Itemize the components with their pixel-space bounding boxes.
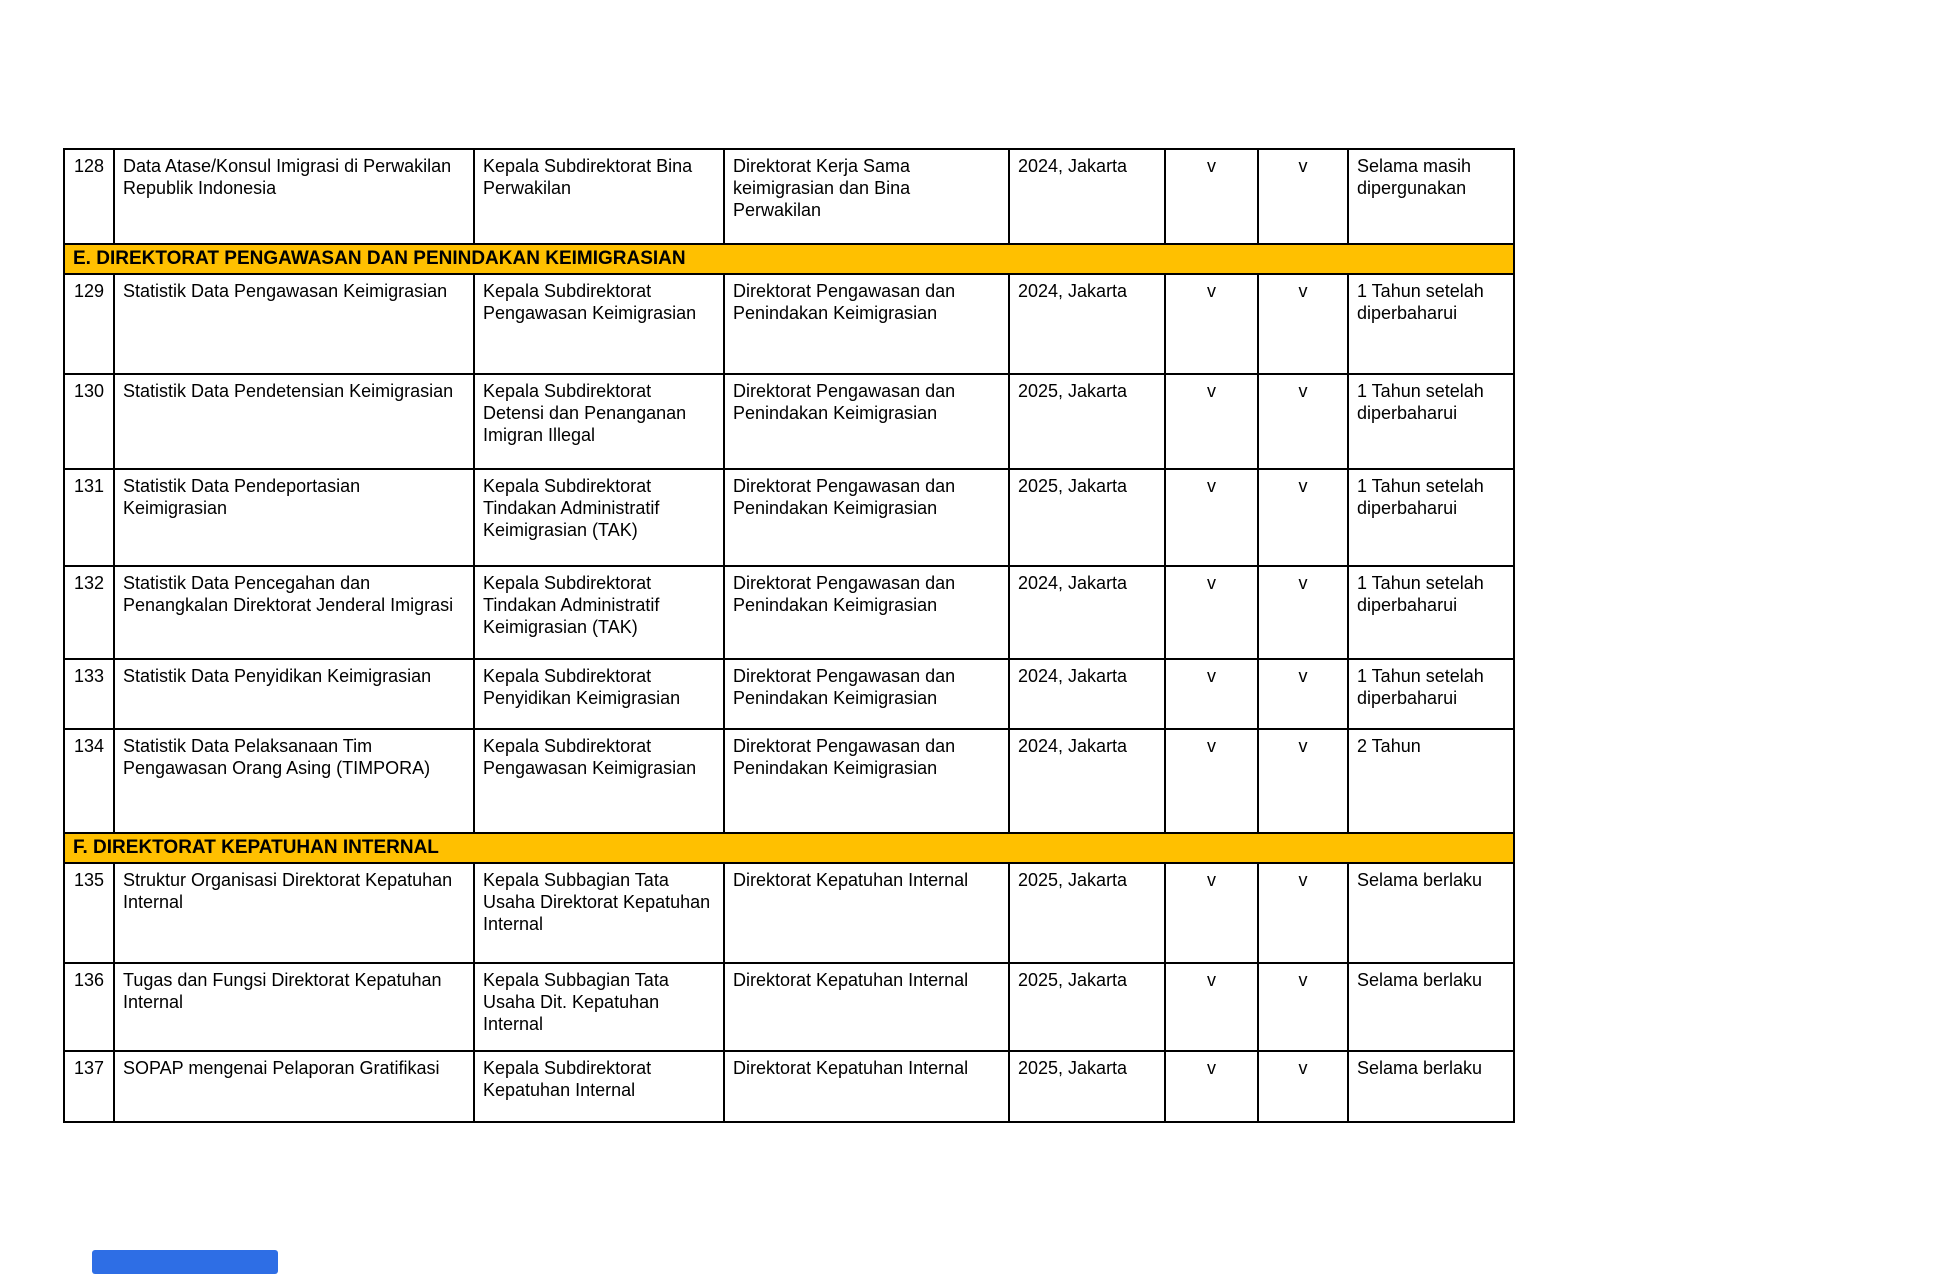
cell-official: Kepala Subbagian Tata Usaha Dit. Kepatuhan Internal <box>474 963 724 1051</box>
cell-title: SOPAP mengenai Pelaporan Gratifikasi <box>114 1051 474 1122</box>
cell-year_place: 2024, Jakarta <box>1009 729 1165 833</box>
table-row <box>64 863 1514 963</box>
cell-retention: 1 Tahun setelah diperbaharui <box>1348 566 1514 659</box>
cell-directorate: Direktorat Kepatuhan Internal <box>724 963 1009 1051</box>
cell-check1: v <box>1165 149 1258 244</box>
cell-retention: Selama masih dipergunakan <box>1348 149 1514 244</box>
cell-directorate: Direktorat Pengawasan dan Penindakan Keimigrasian <box>724 566 1009 659</box>
cell-no: 134 <box>64 729 114 833</box>
cell-check2: v <box>1258 659 1348 729</box>
cell-title: Statistik Data Pengawasan Keimigrasian <box>114 274 474 374</box>
cell-check1: v <box>1165 374 1258 469</box>
cell-year_place: 2025, Jakarta <box>1009 374 1165 469</box>
cell-check1: v <box>1165 469 1258 566</box>
section-header-label: E. DIREKTORAT PENGAWASAN DAN PENINDAKAN KEIMIGRASIAN <box>64 244 1514 274</box>
cell-retention: 1 Tahun setelah diperbaharui <box>1348 374 1514 469</box>
cell-official: Kepala Subdirektorat Penyidikan Keimigrasian <box>474 659 724 729</box>
cell-title: Statistik Data Pencegahan dan Penangkalan Direktorat Jenderal Imigrasi <box>114 566 474 659</box>
cell-title: Data Atase/Konsul Imigrasi di Perwakilan Republik Indonesia <box>114 149 474 244</box>
cell-year_place: 2024, Jakarta <box>1009 566 1165 659</box>
cell-year_place: 2024, Jakarta <box>1009 149 1165 244</box>
table-row <box>64 963 1514 1051</box>
cell-retention: Selama berlaku <box>1348 863 1514 963</box>
cell-check2: v <box>1258 374 1348 469</box>
cell-no: 132 <box>64 566 114 659</box>
cell-retention: 1 Tahun setelah diperbaharui <box>1348 469 1514 566</box>
cell-directorate: Direktorat Pengawasan dan Penindakan Keimigrasian <box>724 469 1009 566</box>
cell-directorate: Direktorat Kerja Sama keimigrasian dan Bina Perwakilan <box>724 149 1009 244</box>
cell-check2: v <box>1258 566 1348 659</box>
table-row <box>64 149 1514 244</box>
cell-no: 130 <box>64 374 114 469</box>
section-header-row <box>64 833 1514 863</box>
cell-no: 136 <box>64 963 114 1051</box>
cell-retention: 1 Tahun setelah diperbaharui <box>1348 659 1514 729</box>
section-header-row <box>64 244 1514 274</box>
cell-check2: v <box>1258 469 1348 566</box>
cell-no: 133 <box>64 659 114 729</box>
cell-official: Kepala Subdirektorat Detensi dan Penanganan Imigran Illegal <box>474 374 724 469</box>
cell-official: Kepala Subdirektorat Tindakan Administratif Keimigrasian (TAK) <box>474 566 724 659</box>
cell-directorate: Direktorat Kepatuhan Internal <box>724 863 1009 963</box>
cell-no: 135 <box>64 863 114 963</box>
cell-retention: Selama berlaku <box>1348 963 1514 1051</box>
cell-check1: v <box>1165 963 1258 1051</box>
table-row <box>64 469 1514 566</box>
cell-year_place: 2025, Jakarta <box>1009 469 1165 566</box>
cell-year_place: 2025, Jakarta <box>1009 1051 1165 1122</box>
cell-title: Statistik Data Pendetensian Keimigrasian <box>114 374 474 469</box>
cell-year_place: 2025, Jakarta <box>1009 963 1165 1051</box>
cell-check2: v <box>1258 274 1348 374</box>
table-row <box>64 729 1514 833</box>
cell-official: Kepala Subbagian Tata Usaha Direktorat Kepatuhan Internal <box>474 863 724 963</box>
cell-official: Kepala Subdirektorat Tindakan Administratif Keimigrasian (TAK) <box>474 469 724 566</box>
cell-check2: v <box>1258 963 1348 1051</box>
cell-title: Struktur Organisasi Direktorat Kepatuhan Internal <box>114 863 474 963</box>
cell-official: Kepala Subdirektorat Bina Perwakilan <box>474 149 724 244</box>
cell-check2: v <box>1258 149 1348 244</box>
cell-check2: v <box>1258 729 1348 833</box>
cell-check1: v <box>1165 566 1258 659</box>
cell-no: 128 <box>64 149 114 244</box>
cell-official: Kepala Subdirektorat Pengawasan Keimigrasian <box>474 274 724 374</box>
cell-check1: v <box>1165 659 1258 729</box>
blue-marker-bar <box>92 1250 278 1274</box>
cell-official: Kepala Subdirektorat Kepatuhan Internal <box>474 1051 724 1122</box>
table-row <box>64 1051 1514 1122</box>
cell-directorate: Direktorat Pengawasan dan Penindakan Keimigrasian <box>724 659 1009 729</box>
cell-title: Statistik Data Penyidikan Keimigrasian <box>114 659 474 729</box>
cell-directorate: Direktorat Pengawasan dan Penindakan Keimigrasian <box>724 274 1009 374</box>
cell-check1: v <box>1165 1051 1258 1122</box>
cell-check2: v <box>1258 863 1348 963</box>
cell-title: Tugas dan Fungsi Direktorat Kepatuhan Internal <box>114 963 474 1051</box>
table-row <box>64 374 1514 469</box>
cell-check1: v <box>1165 729 1258 833</box>
cell-no: 131 <box>64 469 114 566</box>
table-row <box>64 659 1514 729</box>
cell-retention: 2 Tahun <box>1348 729 1514 833</box>
cell-year_place: 2024, Jakarta <box>1009 659 1165 729</box>
table-row <box>64 566 1514 659</box>
cell-check1: v <box>1165 863 1258 963</box>
records-table <box>63 148 1515 1123</box>
cell-check2: v <box>1258 1051 1348 1122</box>
cell-title: Statistik Data Pendeportasian Keimigrasian <box>114 469 474 566</box>
cell-title: Statistik Data Pelaksanaan Tim Pengawasan Orang Asing (TIMPORA) <box>114 729 474 833</box>
cell-no: 129 <box>64 274 114 374</box>
section-header-label: F. DIREKTORAT KEPATUHAN INTERNAL <box>64 833 1514 863</box>
cell-directorate: Direktorat Pengawasan dan Penindakan Keimigrasian <box>724 374 1009 469</box>
table-row <box>64 274 1514 374</box>
cell-directorate: Direktorat Kepatuhan Internal <box>724 1051 1009 1122</box>
cell-retention: 1 Tahun setelah diperbaharui <box>1348 274 1514 374</box>
cell-year_place: 2024, Jakarta <box>1009 274 1165 374</box>
cell-retention: Selama berlaku <box>1348 1051 1514 1122</box>
cell-official: Kepala Subdirektorat Pengawasan Keimigrasian <box>474 729 724 833</box>
cell-year_place: 2025, Jakarta <box>1009 863 1165 963</box>
cell-no: 137 <box>64 1051 114 1122</box>
cell-check1: v <box>1165 274 1258 374</box>
cell-directorate: Direktorat Pengawasan dan Penindakan Keimigrasian <box>724 729 1009 833</box>
